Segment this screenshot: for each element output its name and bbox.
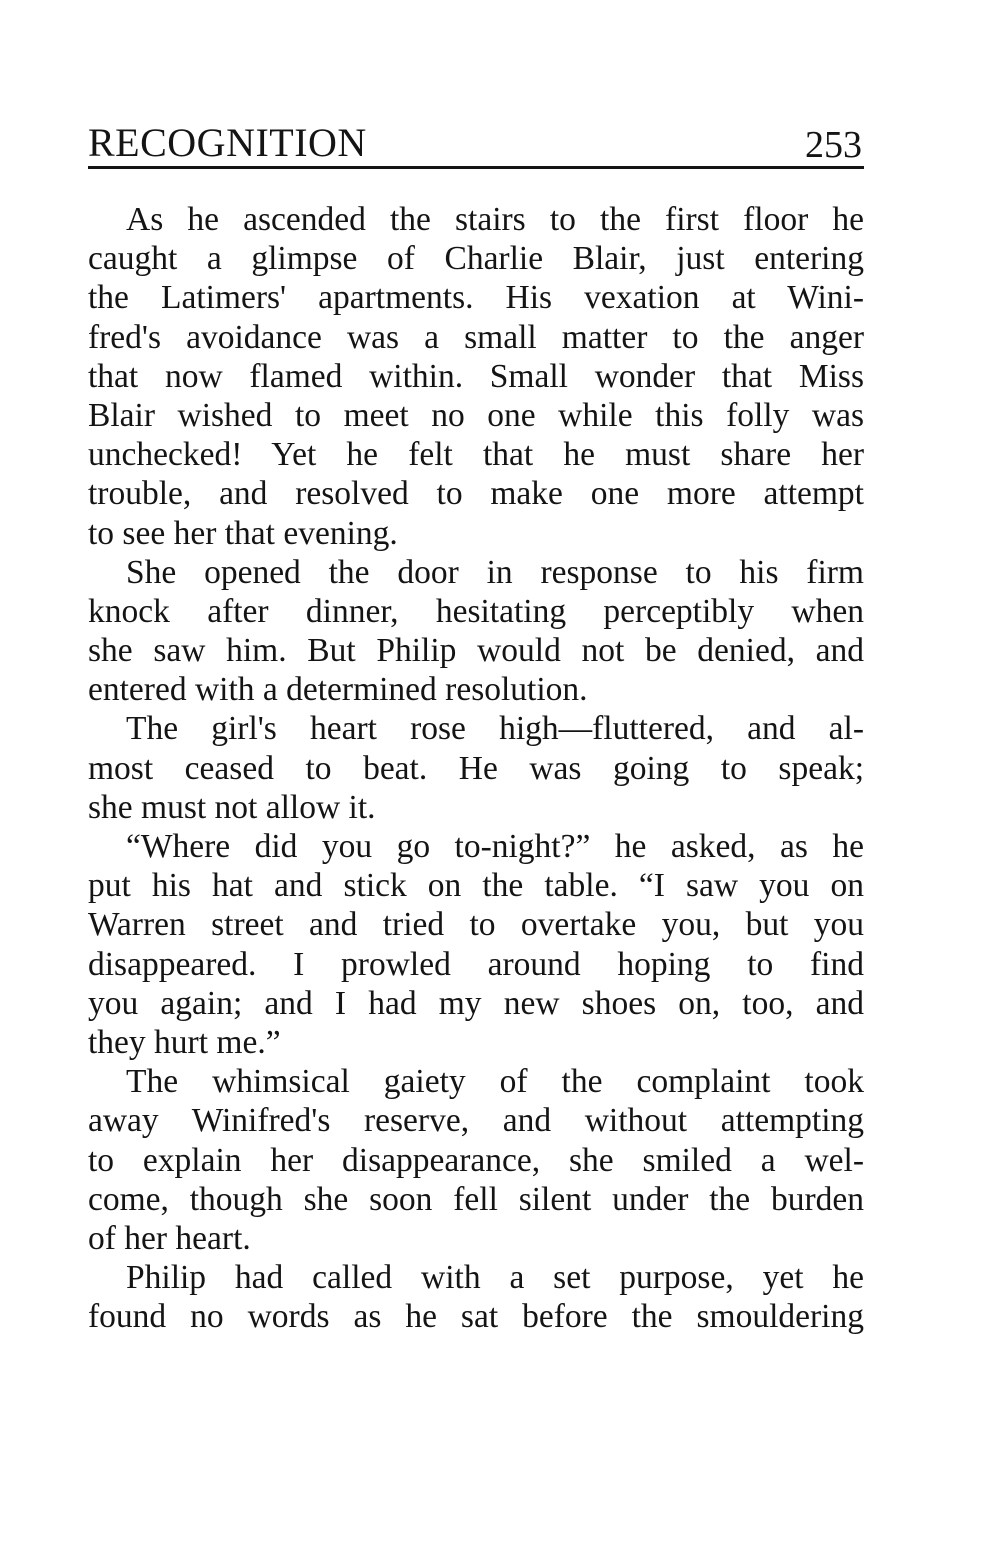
text-line: you again; and I had my new shoes on, too, and: [88, 984, 864, 1022]
text-line: “Where did you go to-night?” he asked, as he: [126, 828, 864, 865]
text-line: the Latimers' apartments. His vexation at Wini-: [88, 279, 864, 317]
text-line: As he ascended the stairs to the first floor he: [126, 201, 864, 238]
text-line: of her heart.: [88, 1219, 251, 1257]
text-line: Blair wished to meet no one while this folly was: [88, 396, 864, 434]
text-line: Philip had called with a set purpose, yet he: [126, 1259, 864, 1297]
text-line: knock after dinner, hesitating perceptibly when: [88, 592, 864, 630]
text-line: entered with a determined resolution.: [88, 671, 588, 709]
text-line: disappeared. I prowled around hoping to find: [88, 945, 864, 983]
text-line: She opened the door in response to his firm: [126, 553, 864, 591]
text-line: most ceased to beat. He was going to speak;: [88, 749, 864, 787]
text-line: The whimsical gaiety of the complaint took: [126, 1063, 864, 1101]
running-head: [88, 118, 864, 168]
running-title: RECOGNITION: [88, 120, 367, 165]
text-line: Warren street and tried to overtake you, but you: [88, 906, 864, 944]
header-rule: [88, 166, 864, 169]
text-line: unchecked! Yet he felt that he must share her: [88, 436, 864, 474]
text-line: found no words as he sat before the smouldering: [88, 1298, 864, 1336]
text-line: to explain her disappearance, she smiled a wel-: [88, 1141, 864, 1179]
text-line: caught a glimpse of Charlie Blair, just entering: [88, 240, 864, 278]
text-line: The girl's heart rose high—fluttered, and al-: [126, 710, 864, 748]
text-line: that now flamed within. Small wonder that Miss: [88, 357, 864, 395]
text-line: come, though she soon fell silent under the burden: [88, 1180, 864, 1218]
text-line: fred's avoidance was a small matter to the anger: [88, 318, 864, 356]
text-line: to see her that evening.: [88, 514, 398, 552]
text-line: she saw him. But Philip would not be denied, and: [88, 632, 864, 670]
text-line: put his hat and stick on the table. “I saw you on: [88, 867, 864, 905]
text-line: she must not allow it.: [88, 788, 376, 826]
text-line: away Winifred's reserve, and without attempting: [88, 1102, 864, 1140]
text-line: trouble, and resolved to make one more attempt: [88, 475, 864, 513]
text-line: they hurt me.”: [88, 1023, 281, 1061]
body-text: [88, 200, 864, 1336]
page-number: 253: [805, 124, 862, 166]
